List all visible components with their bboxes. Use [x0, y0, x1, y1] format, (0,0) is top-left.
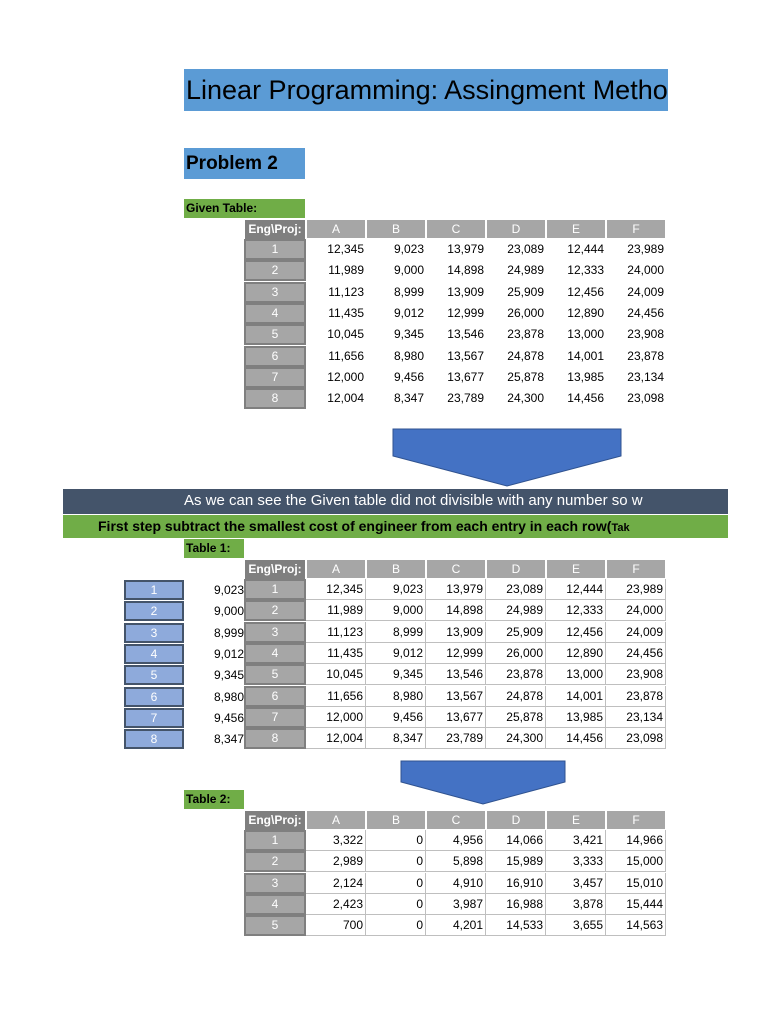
given-col-header-e: E: [546, 219, 606, 239]
table1-cell: 11,123: [306, 622, 366, 643]
given-cell: 9,012: [393, 305, 424, 320]
table1-cell: 24,878: [486, 686, 546, 707]
table1-cell: 13,567: [426, 686, 486, 707]
table1-row-minimum: 8,347: [213, 732, 244, 747]
table1-cell: 14,001: [546, 686, 606, 707]
given-cell: 9,456: [393, 369, 424, 384]
given-cell: 23,908: [627, 327, 664, 342]
given-col-header-c: C: [426, 219, 486, 239]
given-cell: 13,567: [447, 348, 484, 363]
table2-corner-header: Eng\Proj:: [244, 810, 306, 831]
table1-cell: 9,456: [366, 707, 426, 728]
given-row-label: 4: [244, 303, 306, 324]
table1-cell: 11,656: [306, 686, 366, 707]
table1-cell: 23,098: [606, 728, 666, 749]
table1-col-header-a: A: [306, 559, 366, 579]
table2-cell: 2,423: [306, 894, 366, 915]
given-cell: 13,985: [567, 369, 604, 384]
table2-cell: 4,910: [426, 873, 486, 894]
table1-row-minimum: 8,980: [213, 689, 244, 704]
given-cell: 24,000: [627, 263, 664, 278]
table1-cell: 14,456: [546, 728, 606, 749]
given-cell: 10,045: [327, 327, 364, 342]
given-cell: 23,878: [627, 348, 664, 363]
given-table-label: [184, 199, 305, 218]
table1-row-minimum: 9,456: [213, 710, 244, 725]
table1-cell: 23,878: [606, 686, 666, 707]
table1-row-label: 7: [244, 707, 306, 728]
down-arrow-shape-1: [393, 429, 621, 486]
table2-cell: 2,989: [306, 851, 366, 872]
given-cell: 9,023: [393, 242, 424, 256]
table1-cell: 9,023: [366, 579, 426, 600]
table2-cell: 3,655: [546, 915, 606, 936]
given-cell: 23,878: [507, 327, 544, 342]
table1-row-label: 2: [244, 600, 306, 621]
table1-cell: 12,444: [546, 579, 606, 600]
table1-row-label: 1: [244, 579, 306, 600]
table1-row-minimum: 8,999: [213, 625, 244, 640]
given-cell: 8,347: [393, 391, 424, 406]
table2-cell: 4,956: [426, 830, 486, 851]
given-cell: 24,300: [507, 391, 544, 406]
info-band: [63, 489, 728, 514]
problem-label: Problem 2: [186, 153, 278, 174]
table2-cell: 15,989: [486, 851, 546, 872]
table1-cell: 26,000: [486, 643, 546, 664]
table1-col-header-d: D: [486, 559, 546, 579]
table2-cell: 2,124: [306, 873, 366, 894]
given-cell: 9,000: [393, 263, 424, 278]
table1-cell: 12,999: [426, 643, 486, 664]
page-title: Linear Programming: Assingment Metho: [186, 75, 668, 105]
given-row-label: 8: [244, 388, 306, 409]
table1-row-label: 3: [244, 622, 306, 643]
page-title-bar: [184, 69, 668, 111]
table2-cell: 3,987: [426, 894, 486, 915]
table1-cell: 12,333: [546, 600, 606, 621]
table2-row-label: 5: [244, 915, 306, 936]
table1-col-header-e: E: [546, 559, 606, 579]
table1-min-index: 4: [124, 644, 184, 664]
table1-cell: 13,909: [426, 622, 486, 643]
table1-cell: 23,878: [486, 664, 546, 685]
given-col-header-a: A: [306, 219, 366, 239]
table2-row-label: 1: [244, 830, 306, 851]
table2-cell: 16,988: [486, 894, 546, 915]
step-band: [63, 515, 728, 538]
table1-cell: 9,000: [366, 600, 426, 621]
table1-cell: 8,999: [366, 622, 426, 643]
table1-cell: 25,878: [486, 707, 546, 728]
table1-label: [184, 539, 244, 558]
given-cell: 12,456: [567, 284, 604, 299]
given-cell: 14,456: [567, 391, 604, 406]
table2-row-label: 4: [244, 894, 306, 915]
given-cell: 13,909: [447, 284, 484, 299]
given-cell: 13,677: [447, 369, 484, 384]
table1-min-index: 1: [124, 580, 184, 600]
table1-row-minimum: 9,012: [213, 646, 244, 661]
table2-cell: 4,201: [426, 915, 486, 936]
given-cell: 11,989: [328, 263, 364, 278]
table1-cell: 24,989: [486, 600, 546, 621]
down-arrow-1: [391, 428, 623, 488]
given-col-header-f: F: [606, 219, 666, 239]
table1-cell: 24,456: [606, 643, 666, 664]
given-cell: 24,456: [627, 305, 664, 320]
given-cell: 12,890: [567, 305, 604, 320]
given-cell: 12,444: [567, 242, 604, 256]
table1-row-minimum: 9,000: [213, 604, 244, 619]
table1-cell: 11,435: [306, 643, 366, 664]
problem-label-bar: [184, 148, 305, 179]
table1-cell: 24,009: [606, 622, 666, 643]
table2-col-header-b: B: [366, 810, 426, 830]
table1-cell: 12,345: [306, 579, 366, 600]
given-cell: 23,089: [507, 242, 544, 256]
table1-cell: 12,000: [306, 707, 366, 728]
table1-row-minimum: 9,023: [213, 583, 244, 597]
table1-cell: 8,347: [366, 728, 426, 749]
table1-row-label: 4: [244, 643, 306, 664]
table1-corner-header: Eng\Proj:: [244, 559, 306, 580]
table2-cell: 15,010: [606, 873, 666, 894]
table1-cell: 13,677: [426, 707, 486, 728]
table2-col-header-d: D: [486, 810, 546, 830]
table1-cell: 24,300: [486, 728, 546, 749]
given-col-header-d: D: [486, 219, 546, 239]
table1-col-header-c: C: [426, 559, 486, 579]
table2-row-label: 2: [244, 851, 306, 872]
table2-cell: 5,898: [426, 851, 486, 872]
step-text-main: First step subtract the smallest cost of engineer from each entry in each row(: [98, 518, 612, 534]
table1-cell: 23,989: [606, 579, 666, 600]
given-cell: 11,123: [328, 284, 364, 299]
given-row-label: 5: [244, 324, 306, 345]
table2-col-header-c: C: [426, 810, 486, 830]
table2-cell: 0: [366, 915, 426, 936]
table2-cell: 700: [306, 915, 366, 936]
table1-cell: 8,980: [366, 686, 426, 707]
given-cell: 24,878: [507, 348, 544, 363]
table2-cell: 14,563: [606, 915, 666, 936]
given-table-label-text: Given Table:: [186, 201, 258, 215]
table2-row-label: 3: [244, 873, 306, 894]
table1-cell: 23,089: [486, 579, 546, 600]
given-cell: 13,546: [447, 327, 484, 342]
given-cell: 26,000: [507, 305, 544, 320]
table2-cell: 14,533: [486, 915, 546, 936]
step-text-tail: Tak: [611, 522, 630, 534]
table1-cell: 11,989: [306, 600, 366, 621]
given-cell: 12,999: [447, 305, 484, 320]
table1-min-index: 6: [124, 687, 184, 707]
table2-col-header-e: E: [546, 810, 606, 830]
table1-cell: 12,890: [546, 643, 606, 664]
table1-cell: 13,985: [546, 707, 606, 728]
table1-cell: 14,898: [426, 600, 486, 621]
given-cell: 9,345: [393, 327, 424, 342]
given-corner-header: Eng\Proj:: [244, 219, 306, 240]
given-cell: 12,345: [327, 242, 364, 256]
given-cell: 11,656: [328, 348, 364, 363]
given-cell: 24,009: [627, 284, 664, 299]
given-cell: 14,898: [447, 263, 484, 278]
table1-min-index: 7: [124, 708, 184, 728]
given-cell: 23,134: [627, 369, 664, 384]
given-cell: 11,435: [328, 305, 364, 320]
table1-min-index: 2: [124, 601, 184, 621]
table1-cell: 23,134: [606, 707, 666, 728]
table1-row-label: 8: [244, 728, 306, 749]
table1-cell: 12,456: [546, 622, 606, 643]
table1-min-index: 8: [124, 729, 184, 749]
table1-cell: 24,000: [606, 600, 666, 621]
table2-col-header-f: F: [606, 810, 666, 830]
table2-cell: 3,322: [306, 830, 366, 851]
given-cell: 8,980: [393, 348, 424, 363]
given-cell: 13,979: [447, 242, 484, 256]
given-row-label: 3: [244, 282, 306, 303]
given-col-header-b: B: [366, 219, 426, 239]
table2-cell: 16,910: [486, 873, 546, 894]
table1-cell: 9,012: [366, 643, 426, 664]
table1-col-header-b: B: [366, 559, 426, 579]
given-cell: 25,878: [507, 369, 544, 384]
table2-cell: 3,333: [546, 851, 606, 872]
table1-label-text: Table 1:: [186, 541, 231, 555]
table2-cell: 0: [366, 851, 426, 872]
table2-cell: 0: [366, 830, 426, 851]
table1-cell: 10,045: [306, 664, 366, 685]
given-cell: 24,989: [507, 263, 544, 278]
table1-cell: 25,909: [486, 622, 546, 643]
table1-cell: 9,345: [366, 664, 426, 685]
down-arrow-2: [399, 760, 567, 806]
table1-min-index: 3: [124, 623, 184, 643]
table1-row-minimum: 9,345: [213, 668, 244, 683]
table1-col-header-f: F: [606, 559, 666, 579]
info-text: As we can see the Given table did not divisible with any number so w: [184, 492, 643, 509]
given-row-label: 6: [244, 346, 306, 367]
given-row-label: 7: [244, 367, 306, 388]
step-text: [98, 518, 630, 534]
table2-cell: 14,966: [606, 830, 666, 851]
given-cell: 25,909: [507, 284, 544, 299]
table2-label: [184, 790, 244, 809]
table2-col-header-a: A: [306, 810, 366, 830]
table1-row-label: 5: [244, 664, 306, 685]
given-cell: 12,000: [327, 369, 364, 384]
given-cell: 23,098: [627, 391, 664, 406]
table2-cell: 3,878: [546, 894, 606, 915]
given-cell: 12,004: [327, 391, 364, 406]
given-row-label: 2: [244, 260, 306, 281]
table2-label-text: Table 2:: [186, 792, 231, 806]
table1-cell: 12,004: [306, 728, 366, 749]
table2-cell: 0: [366, 894, 426, 915]
table1-cell: 13,000: [546, 664, 606, 685]
table1-cell: 23,908: [606, 664, 666, 685]
given-cell: 13,000: [567, 327, 604, 342]
table2-cell: 0: [366, 873, 426, 894]
table2-cell: 15,000: [606, 851, 666, 872]
table1-row-label: 6: [244, 686, 306, 707]
down-arrow-shape-2: [401, 761, 565, 804]
given-cell: 23,989: [627, 242, 664, 256]
table2-cell: 14,066: [486, 830, 546, 851]
table2-cell: 15,444: [606, 894, 666, 915]
table2-cell: 3,457: [546, 873, 606, 894]
table1-cell: 13,546: [426, 664, 486, 685]
table1-min-index: 5: [124, 665, 184, 685]
table2-cell: 3,421: [546, 830, 606, 851]
given-cell: 12,333: [567, 263, 604, 278]
given-cell: 14,001: [567, 348, 604, 363]
table1-cell: 23,789: [426, 728, 486, 749]
given-row-label: 1: [244, 239, 306, 260]
given-cell: 23,789: [447, 391, 484, 406]
table1-cell: 13,979: [426, 579, 486, 600]
given-cell: 8,999: [393, 284, 424, 299]
